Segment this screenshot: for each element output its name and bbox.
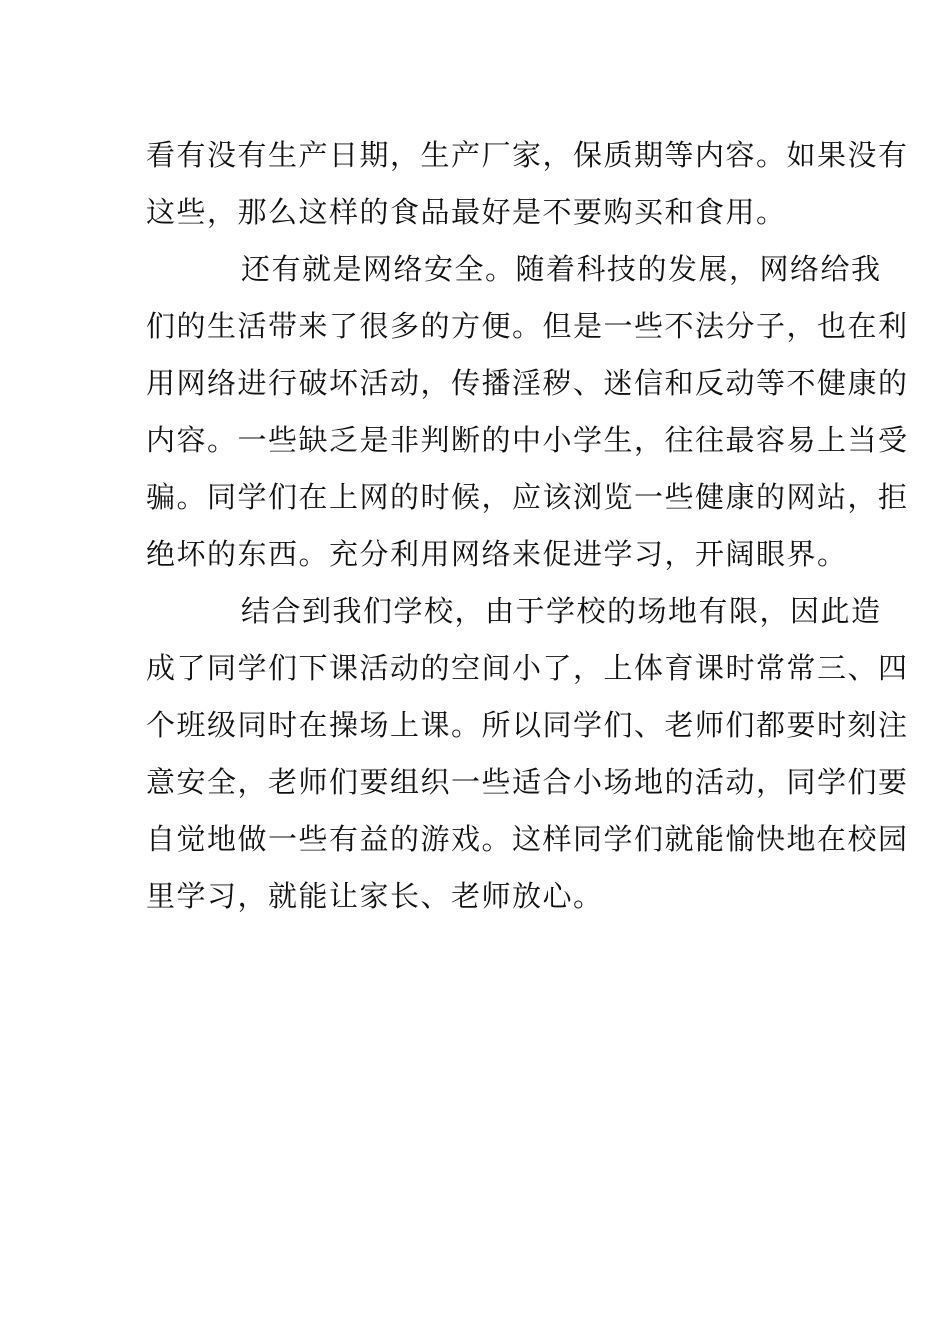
- paragraph-line: 看有没有生产日期，生产厂家，保质期等内容。如果没有: [146, 138, 909, 172]
- paragraph-line: 成了同学们下课活动的空间小了，上体育课时常常三、四: [146, 651, 909, 685]
- paragraph-line: 意安全，老师们要组织一些适合小场地的活动，同学们要: [146, 765, 909, 799]
- paragraph-line: 个班级同时在操场上课。所以同学们、老师们都要时刻注: [146, 708, 909, 742]
- paragraph-line: 骗。同学们在上网的时候，应该浏览一些健康的网站，拒: [146, 480, 909, 514]
- paragraph-line: 绝坏的东西。充分利用网络来促进学习，开阔眼界。: [146, 537, 848, 571]
- paragraph-line: 内容。一些缺乏是非判断的中小学生，往往最容易上当受: [146, 423, 909, 457]
- document-body: [146, 127, 909, 925]
- paragraph-line: 这些，那么这样的食品最好是不要购买和食用。: [146, 195, 787, 229]
- paragraph-first-line: 结合到我们学校，由于学校的场地有限，因此造: [241, 594, 882, 628]
- paragraph-line: 里学习，就能让家长、老师放心。: [146, 879, 604, 913]
- paragraph-line: 自觉地做一些有益的游戏。这样同学们就能愉快地在校园: [146, 822, 909, 856]
- paragraph-line: 们的生活带来了很多的方便。但是一些不法分子，也在利: [146, 309, 909, 343]
- paragraph-first-line: 还有就是网络安全。随着科技的发展，网络给我: [241, 252, 882, 286]
- paragraph-line: 用网络进行破坏活动，传播淫秽、迷信和反动等不健康的: [146, 366, 909, 400]
